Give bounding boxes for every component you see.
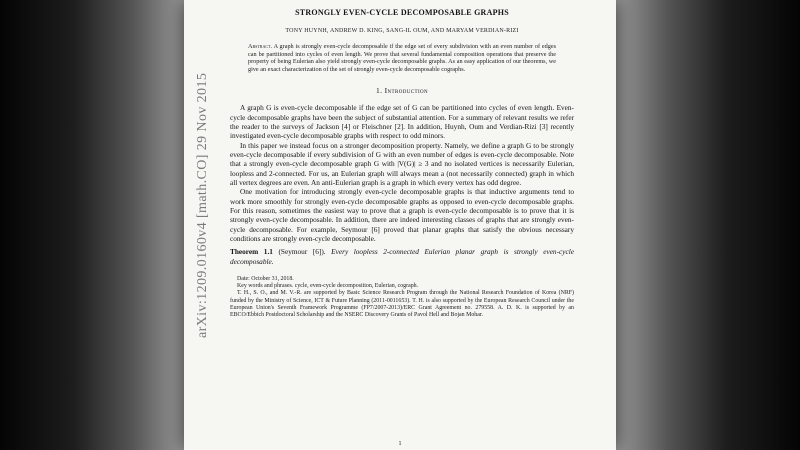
paper-page	[184, 0, 616, 450]
backdrop-right	[616, 0, 800, 450]
paper-title: STRONGLY EVEN-CYCLE DECOMPOSABLE GRAPHS	[295, 8, 509, 17]
backdrop-left	[0, 0, 184, 450]
footnote-date: Date: October 31, 2018.	[237, 275, 294, 282]
paper-authors: TONY HUYNH, ANDREW D. KING, SANG-IL OUM, AND MARYAM VERDIAN-RIZI	[285, 28, 519, 34]
footnote-keywords: Key words and phrases. cycle, even-cycle decomposition, Eulerian, cograph.	[237, 283, 419, 290]
paper-content	[184, 0, 616, 320]
arxiv-watermark: arXiv:1209.0160v4 [math.CO] 29 Nov 2015	[195, 72, 210, 338]
theorem-attribution: (Seymour [6]).	[272, 247, 326, 257]
theorem-label: Theorem 1.1	[230, 247, 273, 257]
abstract-block	[248, 43, 556, 73]
footnotes-block	[230, 276, 574, 320]
paper-paragraph: A graph G is even-cycle decomposable if the edge set of G can be partitioned into cycles of even length. Even-cycle decomposable graphs have been the subject of substantial attention. For a summary of relevant results we refer the reader to the surveys of Jackson [4] or Fleischner [2]. In addition, Huynh, Oum and Verdian-Rizi [3] recently investigated even-cycle decomposable graphs with respect to odd minors.	[230, 103, 574, 141]
footnote-acknowledgments: T. H., S. O., and M. V.-R. are supported by Basic Science Research Program through the National Research Foundation of Korea (NRF) funded by the Ministry of Science, ICT & Future Planning (2011-0011653). T. H. is also supported by the European Research Council under the European Union's Seventh Framework Programme (FP7/2007-2013)/ERC Grant Agreement no. 279558. A. D. K. is supported by an EBCO/Ebbich Postdoctoral Scholarship and the NSERC Discovery Grants of Pavol Hell and Bojan Mohar.	[230, 290, 574, 319]
theorem-text: Every loopless 2-connected Eulerian planar graph is strongly even-cycle decomposable.	[230, 247, 574, 266]
paper-paragraph: In this paper we instead focus on a stronger decomposition property. Namely, we define a graph G to be strongly even-cycle decomposable if every subdivision of G with an even number of edges is even-cycle decomposable. Note that a strongly even-cycle decomposable graph G with |V(G)| ≥ 3 and no isolated vertices is necessarily Eulerian, loopless and 2-connected. For us, an Eulerian graph will always mean a (not necessarily connected) graph in which all vertex degrees are even. An anti-Eulerian graph is a graph in which every vertex has odd degree.	[230, 140, 574, 187]
abstract-label: Abstract.	[248, 43, 273, 50]
section-heading-introduction: 1. Introduction	[375, 86, 429, 96]
theorem-1-1	[230, 247, 574, 266]
page-number: 1	[398, 441, 402, 447]
paper-paragraph: One motivation for introducing strongly even-cycle decomposable graphs is that inductive arguments tend to work more smoothly for strongly even-cycle decomposable graphs as opposed to even-cycle decomposable graphs. For this reason, sometimes the easiest way to prove that a graph is even-cycle decomposable is to prove that it is strongly even-cycle decomposable. In addition, there are indeed interesting classes of graphs that are strongly even-cycle decomposable. For example, Seymour [6] proved that planar graphs that satisfy the obvious necessary conditions are strongly even-cycle decomposable.	[230, 187, 574, 243]
abstract-text: A graph is strongly even-cycle decomposable if the edge set of every subdivision with an even number of edges can be partitioned into cycles of even length. We prove that several fundamental composition operations that preserve the property of being Eulerian also yield strongly even-cycle decomposable graphs. As an easy application of our theorems, we give an exact characterization of the set of strongly even-cycle decomposable cographs.	[248, 43, 556, 73]
